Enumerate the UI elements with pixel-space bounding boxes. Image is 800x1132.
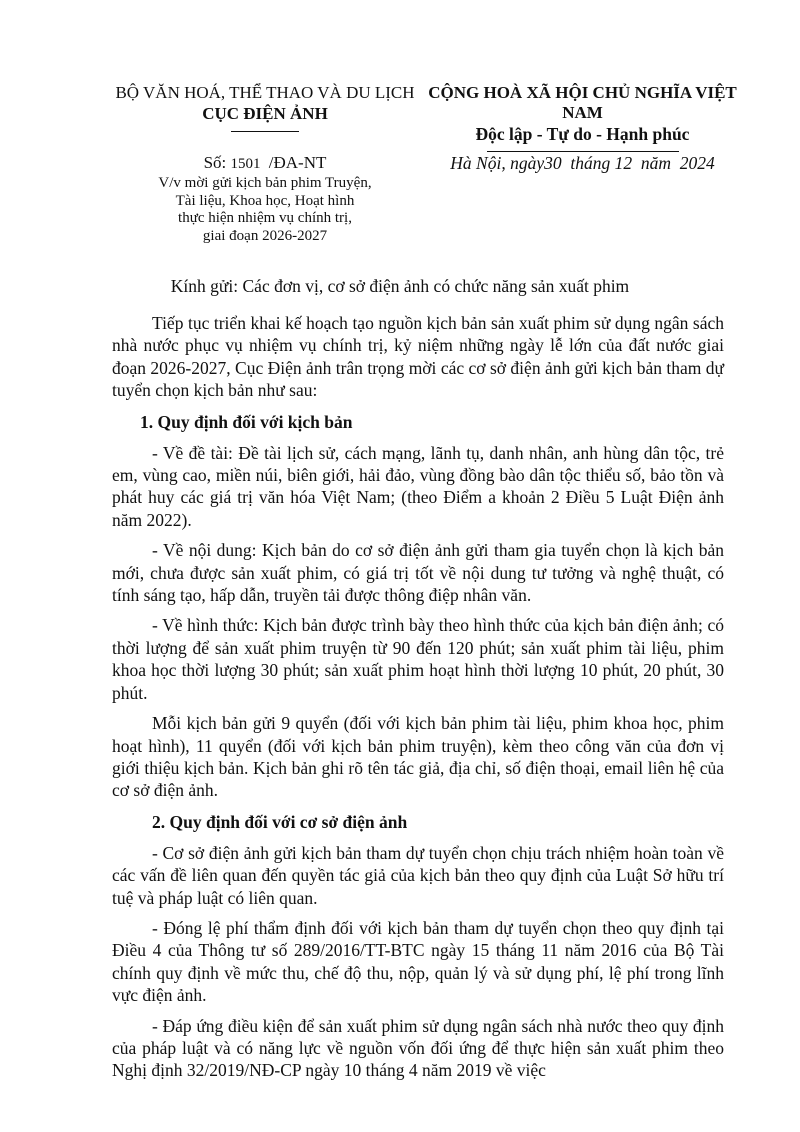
section-2-paragraph: - Đóng lệ phí thẩm định đối với kịch bản tham dự tuyển chọn theo quy định tại Điều 4 của Thông tư số 289/2016/TT-BTC ngày 15 tháng 11 năm 2016 của Bộ Tài chính quy định về mức thu, chế độ thu, nộp, quản lý và sử dụng phí, lệ phí trong lĩnh vực điện ảnh. xyxy=(112,917,724,1006)
document-number-prefix: Số: xyxy=(203,153,227,172)
place-and-date: Hà Nội, ngày30 tháng 12 năm 2024 xyxy=(450,153,715,173)
document-body xyxy=(112,312,724,1090)
motto-underline xyxy=(487,151,679,152)
section-2-paragraph: - Cơ sở điện ảnh gửi kịch bản tham dự tuyển chọn chịu trách nhiệm hoàn toàn về các vấn đề liên quan đến quyền tác giả của kịch bản theo quy định của Luật Sở hữu trí tuệ và pháp luật có liên quan. xyxy=(112,842,724,908)
salutation: Kính gửi: Các đơn vị, cơ sở điện ảnh có chức năng sản xuất phim xyxy=(170,276,630,296)
agency-underline xyxy=(231,131,299,132)
section-2-paragraph: - Đáp ứng điều kiện để sản xuất phim sử dụng ngân sách nhà nước theo quy định của pháp luật và có năng lực về nguồn vốn đối ứng để thực hiện sản xuất phim theo Nghị định 32/2019/NĐ-CP ngày 10 tháng 4 năm 2019 về việc xyxy=(112,1015,724,1081)
section-1-heading: 1. Quy định đối với kịch bản xyxy=(140,411,353,432)
document-subject xyxy=(115,175,415,245)
ministry-name: BỘ VĂN HOÁ, THỂ THAO VÀ DU LỊCH xyxy=(115,83,415,102)
document-number xyxy=(100,153,430,174)
country-name: CỘNG HOÀ XÃ HỘI CHỦ NGHĨA VIỆT NAM xyxy=(428,83,737,122)
intro-paragraph: Tiếp tục triển khai kế hoạch tạo nguồn kịch bản sản xuất phim sử dụng ngân sách nhà nước phục vụ nhiệm vụ chính trị, kỷ niệm những ngày lễ lớn của đất nước giai đoạn 2026-2027, Cục Điện ảnh trân trọng mời các cơ sở điện ảnh gửi kịch bản tham dự tuyển chọn kịch bản như sau: xyxy=(112,313,724,401)
document-number-value: 1501 xyxy=(230,156,261,172)
subject-line: giai đoạn 2026-2027 xyxy=(202,227,328,244)
agency-name: CỤC ĐIỆN ẢNH xyxy=(202,104,328,123)
section-2-heading: 2. Quy định đối với cơ sở điện ảnh xyxy=(152,811,408,832)
national-title-block xyxy=(415,83,750,152)
subject-line: thực hiện nhiệm vụ chính trị, xyxy=(178,210,352,226)
section-1-paragraph: - Về đề tài: Đề tài lịch sử, cách mạng, lãnh tụ, danh nhân, anh hùng dân tộc, trẻ em, vùng cao, miền núi, biên giới, hải đảo, vùng đồng bào dân tộc thiểu số, bảo tồn và phát huy các giá trị văn hóa Việt Nam; (theo Điểm a khoản 2 Điều 5 Luật Điện ảnh năm 2022). xyxy=(112,442,724,530)
section-1-paragraph: - Về nội dung: Kịch bản do cơ sở điện ảnh gửi tham gia tuyển chọn là kịch bản mới, chưa được sản xuất phim, có giá trị tốt về nội dung tư tưởng và nghệ thuật, có tính sáng tạo, hấp dẫn, truyền tải được thông điệp nhân văn. xyxy=(112,540,724,606)
section-1-paragraph: Mỗi kịch bản gửi 9 quyển (đối với kịch bản phim tài liệu, phim khoa học, phim hoạt hình), 11 quyển (đối với kịch bản phim truyện), kèm theo công văn của đơn vị giới thiệu kịch bản. Kịch bản ghi rõ tên tác giả, địa chỉ, số điện thoại, email liên hệ của cơ sở điện ảnh. xyxy=(112,713,724,801)
section-1-paragraph: - Về hình thức: Kịch bản được trình bày theo hình thức của kịch bản điện ảnh; có thời lượng để sản xuất phim truyện từ 90 đến 120 phút; sản xuất phim tài liệu, phim khoa học thời lượng 30 phút; sản xuất phim hoạt hình thời lượng 10 phút, 20 phút, 30 phút. xyxy=(112,615,724,703)
document-number-suffix: /ĐA-NT xyxy=(268,153,327,172)
national-motto: Độc lập - Tự do - Hạnh phúc xyxy=(475,124,690,144)
subject-line: Tài liệu, Khoa học, Hoạt hình xyxy=(175,192,355,209)
issuing-agency-block xyxy=(100,83,430,132)
subject-line: V/v mời gửi kịch bản phim Truyện, xyxy=(158,175,372,191)
